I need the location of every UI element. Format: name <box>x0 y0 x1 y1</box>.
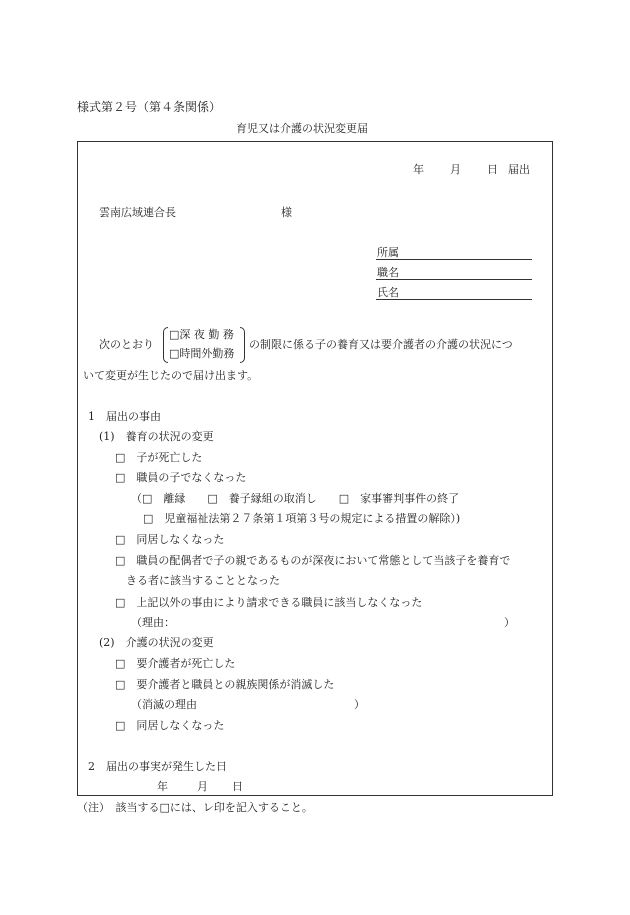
sub2-heading: (2) 介護の状況の変更 <box>99 636 214 649</box>
sub2-item: □ 要介護者と職員との親族関係が消滅した <box>115 678 335 691</box>
form-number: 様式第２号（第４条関係） <box>77 100 222 114</box>
position-line <box>376 279 532 280</box>
sub2-reason-close: ） <box>354 698 365 711</box>
sub1-heading: (1) 養育の状況の変更 <box>99 430 214 443</box>
sub1-item: □ 子が死亡した <box>115 451 203 464</box>
sub2-item: □ 同居しなくなった <box>115 719 225 732</box>
occurrence-day: 日 <box>232 780 243 793</box>
date-submit: 届出 <box>508 163 530 176</box>
occurrence-year: 年 <box>157 780 168 793</box>
section1-heading: 1 届出の事由 <box>88 410 161 423</box>
occurrence-month: 月 <box>197 780 208 793</box>
brace-left <box>163 327 168 363</box>
name-label: 氏名 <box>377 286 399 299</box>
sub1-item: □ 同居しなくなった <box>115 533 225 546</box>
sub1-reason-label: （理由： <box>131 616 175 629</box>
intro-after: の制限に係る子の養育又は要介護者の介護の状況につ <box>249 338 513 351</box>
date-month: 月 <box>450 163 461 176</box>
sub2-item: □ 要介護者が死亡した <box>115 657 236 670</box>
date-day: 日 <box>487 163 498 176</box>
date-year: 年 <box>413 163 424 176</box>
name-line <box>376 299 532 300</box>
sub1-reason-close: ） <box>504 616 515 629</box>
sub1-item: きる者に該当することとなった <box>126 574 280 587</box>
sub1-item: （□ 離縁 □ 養子縁組の取消し □ 家事審判事件の終了 <box>131 492 460 505</box>
sub1-item: □ 職員の配偶者で子の親であるものが深夜において常態として当該子を養育で <box>115 554 511 567</box>
form-title: 育児又は介護の状況変更届 <box>236 122 368 135</box>
sub1-item: □ 上記以外の事由により請求できる職員に該当しなくなった <box>115 596 423 609</box>
option-overtime: □時間外勤務 <box>169 347 235 360</box>
sub1-item: □ 児童福祉法第２７条第１項第３号の規定による措置の解除）) <box>143 512 461 525</box>
intro-before: 次のとおり <box>99 338 154 351</box>
option-late-night: □深 夜 勤 務 <box>169 328 234 341</box>
recipient-org: 雲南広域連合長 <box>99 206 176 219</box>
brace-right <box>240 327 245 363</box>
footnote: （注） 該当する□には、レ印を記入すること。 <box>77 801 313 814</box>
recipient-suffix: 様 <box>281 206 292 219</box>
section2-heading: 2 届出の事実が発生した日 <box>88 760 227 773</box>
sub2-reason-label: （消滅の理由 <box>131 698 197 711</box>
affiliation-line <box>376 259 532 260</box>
affiliation-label: 所属 <box>377 246 399 259</box>
sub1-item: □ 職員の子でなくなった <box>115 471 247 484</box>
intro-line2: いて変更が生じたので届け出ます。 <box>83 369 259 382</box>
position-label: 職名 <box>377 266 399 279</box>
